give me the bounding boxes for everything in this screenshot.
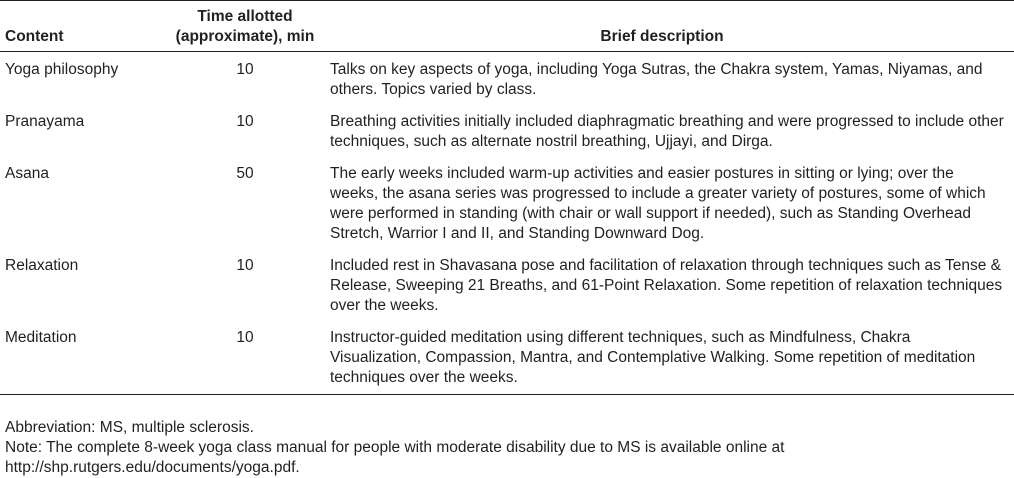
header-time-allotted	[160, 1, 330, 52]
row-content: Yoga philosophy	[5, 61, 119, 78]
manual-note: Note: The complete 8-week yoga class manual for people with moderate disability due to MS is available online at http://shp.rutgers.edu/documents/yoga.pdf.	[5, 439, 785, 476]
table-header	[0, 1, 1014, 52]
table-row	[0, 248, 1014, 320]
row-description: The early weeks included warm-up activities and easier postures in sitting or lying; over the weeks, the asana series was progressed to include a greater variety of postures, some of which were performed in standing (with chair or wall support if needed), such as Standing Overhead Stretch, Warrior I and II, and Standing Downward Dog.	[330, 165, 986, 242]
row-content: Relaxation	[5, 257, 79, 274]
row-time: 10	[236, 257, 254, 274]
table-row	[0, 52, 1014, 105]
header-row	[0, 1, 1014, 52]
row-description: Breathing activities initially included diaphragmatic breathing and were progressed to include other techniques, such as alternate nostril breathing, Ujjayi, and Dirga.	[330, 113, 1004, 150]
header-content: Content	[5, 28, 64, 45]
table-body	[0, 52, 1014, 395]
row-content: Pranayama	[5, 113, 85, 130]
row-time: 10	[236, 113, 254, 130]
abbreviation-note: Abbreviation: MS, multiple sclerosis.	[5, 419, 254, 436]
table-row	[0, 320, 1014, 395]
row-content: Asana	[5, 165, 49, 182]
header-brief-description: Brief description	[600, 28, 724, 45]
row-description: Talks on key aspects of yoga, including Yoga Sutras, the Chakra system, Yamas, Niyamas, and others. Topics varied by class.	[330, 61, 983, 98]
row-time: 10	[236, 329, 254, 346]
row-description: Instructor-guided meditation using different techniques, such as Mindfulness, Chakra Visualization, Compassion, Mantra, and Contemplative Walking. Some repetition of meditation techniques over the weeks.	[330, 329, 976, 386]
header-time-line1: Time allotted	[197, 8, 293, 25]
header-time-line2: (approximate), min	[175, 28, 315, 45]
row-description: Included rest in Shavasana pose and facilitation of relaxation through techniques such as Tense & Release, Sweeping 21 Breaths, and 61-Point Relaxation. Some repetition of relaxation techniques over the weeks.	[330, 257, 1003, 314]
table-row	[0, 104, 1014, 156]
row-content: Meditation	[5, 329, 77, 346]
row-time: 10	[236, 61, 254, 78]
table-row	[0, 156, 1014, 248]
table-footnotes	[5, 418, 1005, 478]
row-time: 50	[236, 165, 254, 182]
